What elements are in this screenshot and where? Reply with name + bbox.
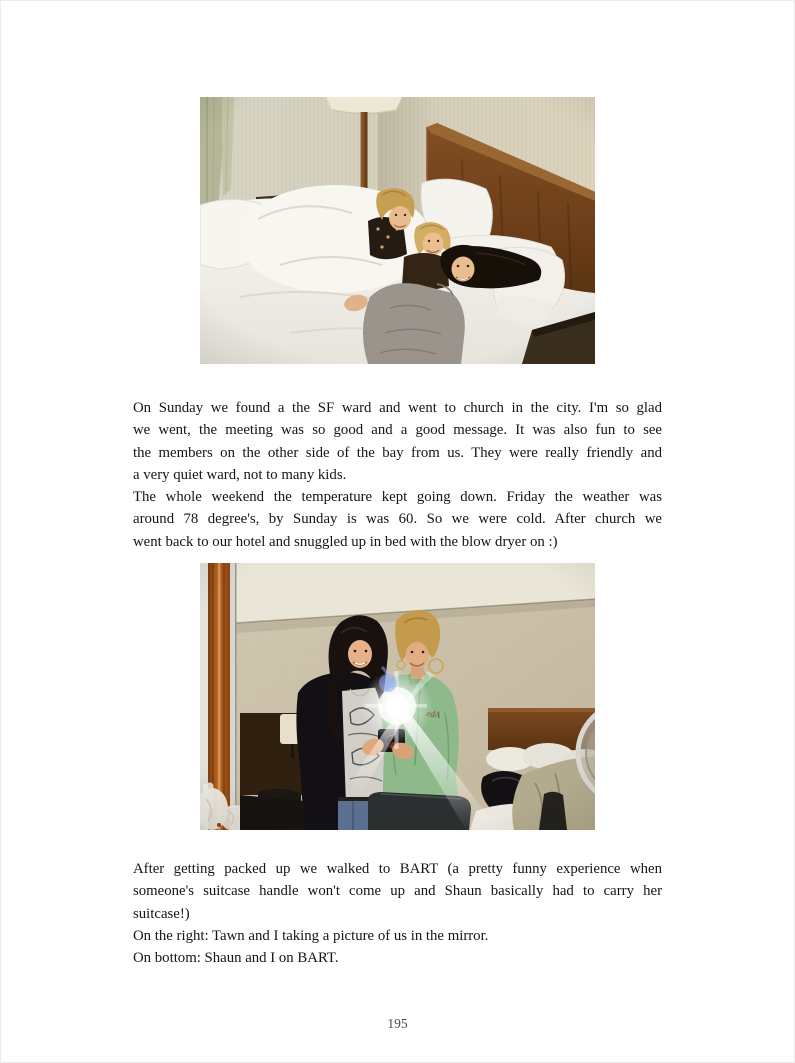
text-line: went back to our hotel and snuggled up in bed with the blow dryer on :) <box>133 533 558 550</box>
text-line: suitcase!) <box>133 905 190 922</box>
text-line: After getting packed up we walked to BART (a pretty funny experience when <box>133 861 662 877</box>
page-number: 195 <box>387 1016 408 1031</box>
body-text-sunday <box>133 397 662 553</box>
body-text-bart <box>133 858 662 969</box>
text-line: a very quiet ward, not to many kids. <box>133 466 347 483</box>
photo-mirror-selfie <box>200 563 595 830</box>
photo-hotel-bed-illustration <box>200 97 595 364</box>
photo-mirror-selfie-illustration <box>200 563 595 830</box>
text-line: the members on the other side of the bay from us. They were really friendly and <box>133 444 662 461</box>
text-line: someone's suitcase handle won't come up and Shaun basically had to carry her <box>133 883 662 900</box>
text-line: On bottom: Shaun and I on BART. <box>133 950 339 967</box>
text-line: we went, the meeting was so good and a good message. It was also fun to see <box>133 422 662 439</box>
text-line: The whole weekend the temperature kept going down. Friday the weather was <box>133 489 662 506</box>
text-line: On the right: Tawn and I taking a picture of us in the mirror. <box>133 927 489 944</box>
text-line: On Sunday we found a the SF ward and went to church in the city. I'm so glad <box>133 400 662 416</box>
photo-hotel-bed <box>200 97 595 364</box>
text-line: around 78 degree's, by Sunday is was 60. So we were cold. After church we <box>133 511 662 528</box>
